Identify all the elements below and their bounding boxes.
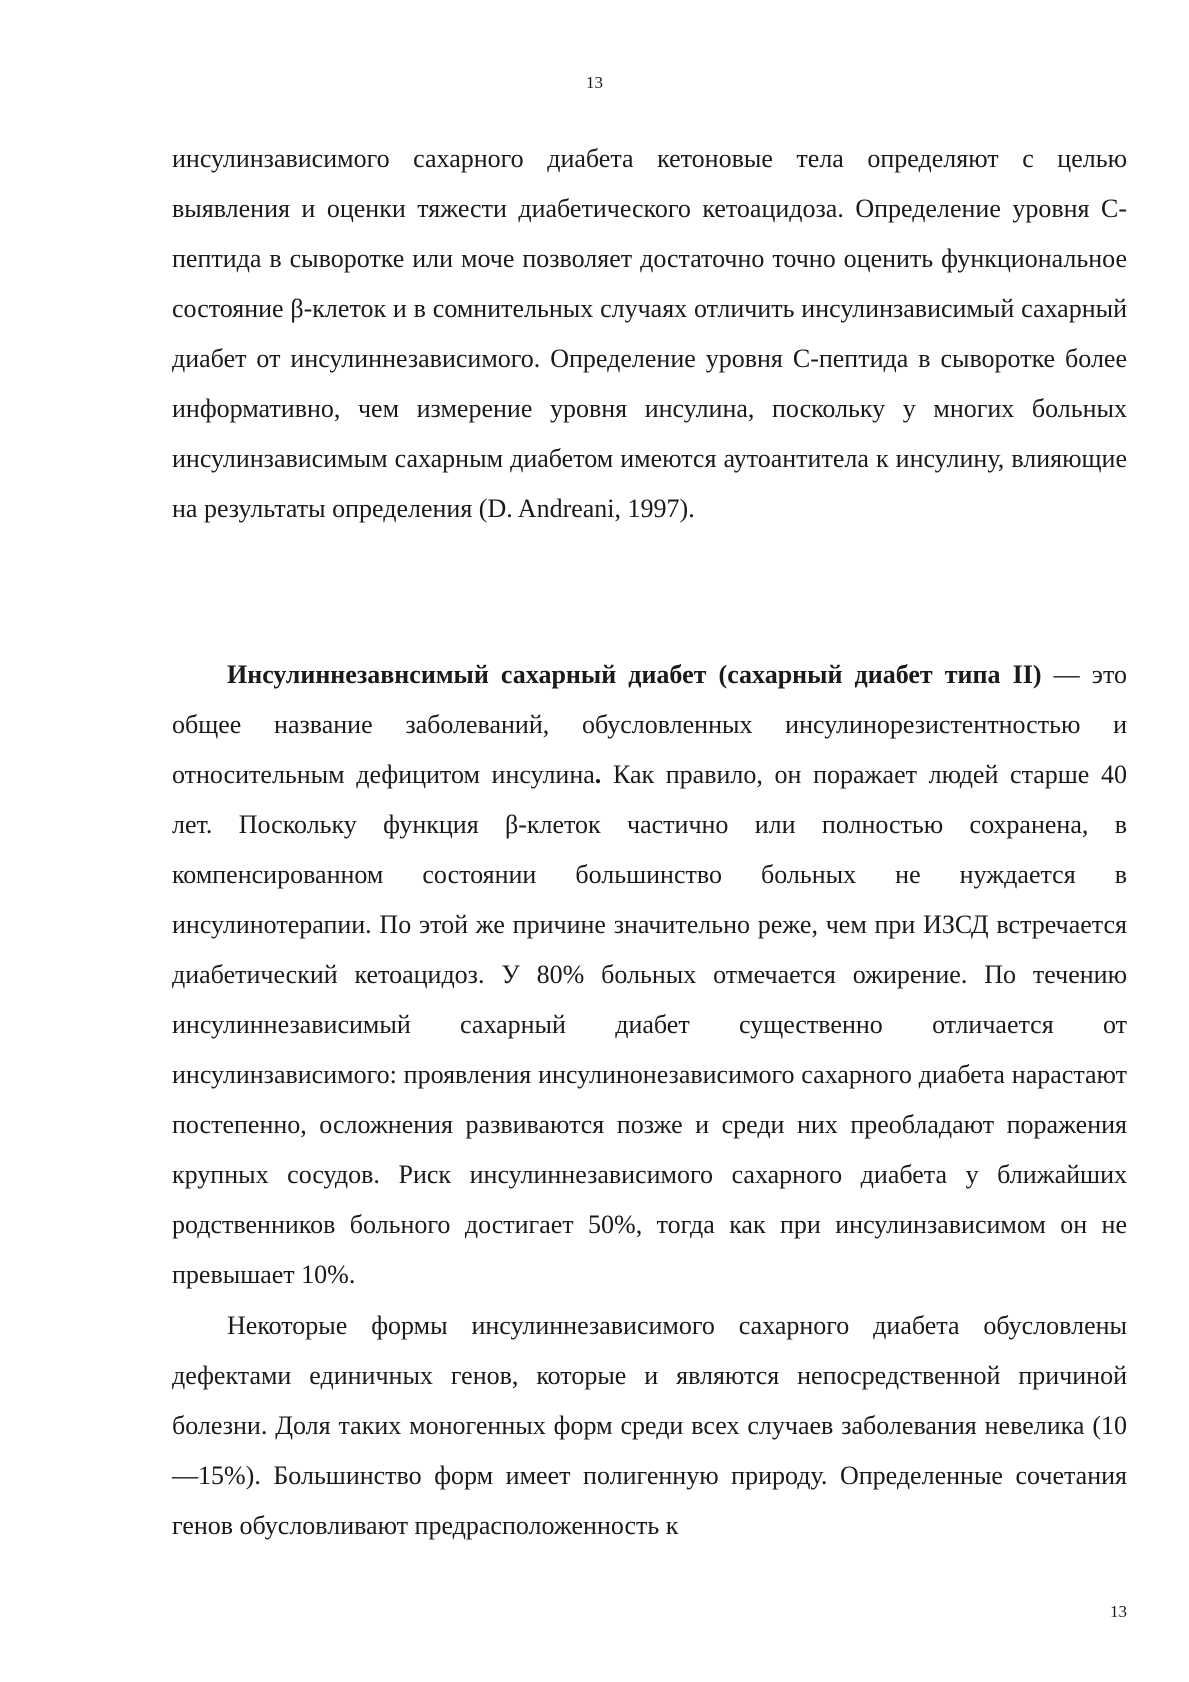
section-heading-bold: Инсулиннезавнсимый сахарный диабет (сахарный диабет типа II) xyxy=(227,660,1042,689)
paragraph-text: инсулинзависимого сахарного диабета кетоновые тела определяют с целью выявления и оценки тяжести диабетического кетоацидоза. Определение уровня С-пептида в сыворотке или моче позволяет достаточно точно оценить функциональное состояние β-клеток и в сомнительных случаях отличить инсулинзависимый сахарный диабет от инсулиннезависимого. Определение уровня С-пептида в сыворотке более информативно, чем измерение уровня инсулина, поскольку у многих больных инсулинзависимым сахарным диабетом имеются аутоантитела к инсулину, влияющие на результаты определения (D. Andreani, 1997). xyxy=(172,144,1127,523)
page-number-top: 13 xyxy=(586,73,603,92)
page-number-bottom: 13 xyxy=(1110,1602,1127,1621)
paragraph-type-2-diabetes xyxy=(172,650,1127,1300)
paragraph-c-peptide xyxy=(172,134,1127,534)
paragraph-text-part-a: — это общее название заболеваний, обусловленных инсулинорезистентностью и относительным дефицитом инсулина xyxy=(172,660,1127,789)
paragraph-text: Некоторые формы инсулиннезависимого сахарного диабета обусловлены дефектами единичных генов, которые и являются непосредственной причиной болезни. Доля таких моногенных форм среди всех случаев заболевания невелика (10—15%). Большинство форм имеет полигенную природу. Определенные сочетания генов обусловливают предрасположенность к xyxy=(172,1311,1127,1540)
paragraph-text xyxy=(172,650,1127,1300)
paragraph-monogenic-forms xyxy=(172,1301,1127,1551)
bold-period: . xyxy=(594,760,602,789)
paragraph-text-part-b: Как правило, он поражает людей старше 40 лет. Поскольку функция β-клеток частично или полностью сохранена, в компенсированном состоянии большинство больных не нуждается в инсулинотерапии. По этой же причине значительно реже, чем при ИЗСД встречается диабетический кетоацидоз. У 80% больных отмечается ожирение. По течению инсулиннезависимый сахарный диабет существенно отличается от инсулинзависимого: проявления инсулинонезависимого сахарного диабета нарастают постепенно, осложнения развиваются позже и среди них преобладают поражения крупных сосудов. Риск инсулиннезависимого сахарного диабета у ближайших родственников больного достигает 50%, тогда как при инсулинзависимом он не превышает 10%. xyxy=(172,760,1127,1289)
